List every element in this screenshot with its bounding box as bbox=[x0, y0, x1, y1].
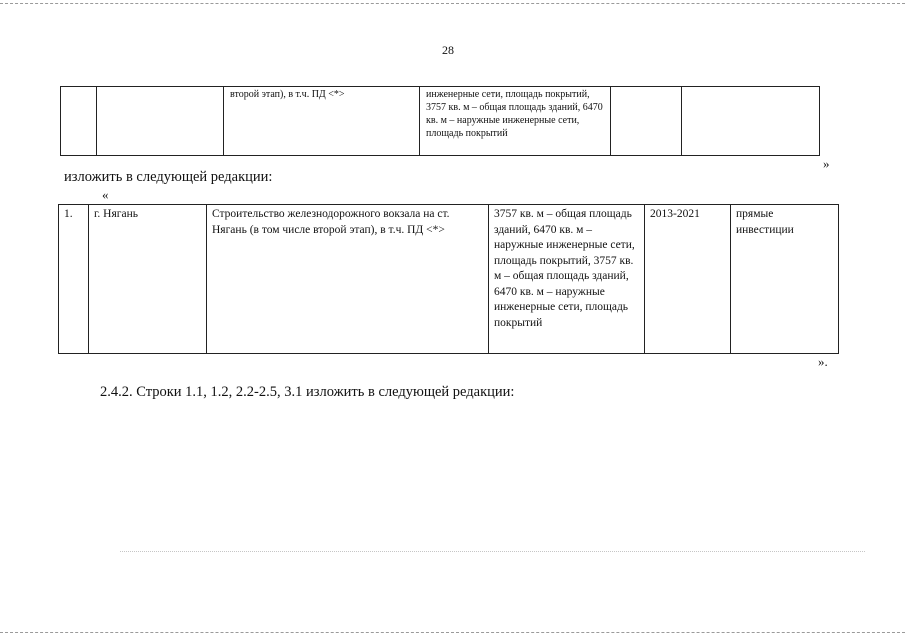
cell-project: Строительство железнодорожного вокзала на ст. Нягань (в том числе второй этап), в т.ч. ПД <*> bbox=[207, 205, 489, 354]
top-cell-number bbox=[61, 87, 97, 156]
section-text: 2.4.2. Строки 1.1, 1.2, 2.2-2.5, 3.1 изложить в следующей редакции: bbox=[100, 384, 515, 400]
cell-number: 1. bbox=[59, 205, 89, 354]
table-row bbox=[59, 205, 839, 354]
scan-edge-top bbox=[0, 3, 905, 4]
closing-quote-1: » bbox=[823, 156, 830, 171]
top-cell-source bbox=[682, 87, 820, 156]
top-cell-city bbox=[97, 87, 224, 156]
top-cell-period bbox=[611, 87, 682, 156]
intro-text: изложить в следующей редакции: bbox=[64, 169, 273, 185]
top-cell-project: второй этап), в т.ч. ПД <*> bbox=[224, 87, 420, 156]
scan-edge-bottom bbox=[0, 632, 905, 633]
closing-quote-2: ». bbox=[818, 354, 828, 369]
top-cell-capacity: инженерные сети, площадь покрытий, 3757 кв. м – общая площадь зданий, 6470 кв. м – наружные инженерные сети, площадь покрытий bbox=[420, 87, 611, 156]
scan-dots bbox=[120, 551, 865, 552]
cell-city: г. Нягань bbox=[89, 205, 207, 354]
replacement-table bbox=[58, 204, 839, 354]
cell-period: 2013-2021 bbox=[645, 205, 731, 354]
cell-capacity: 3757 кв. м – общая площадь зданий, 6470 кв. м – наружные инженерные сети, площадь покрытий, 3757 кв. м – общая площадь зданий, 6470 кв. м – наружные инженерные сети, площадь покрытий bbox=[489, 205, 645, 354]
page-number: 28 bbox=[442, 43, 454, 57]
cell-source: прямые инвестиции bbox=[731, 205, 839, 354]
table-row bbox=[61, 87, 820, 156]
opening-quote: « bbox=[102, 187, 109, 202]
continuation-table bbox=[60, 86, 820, 156]
